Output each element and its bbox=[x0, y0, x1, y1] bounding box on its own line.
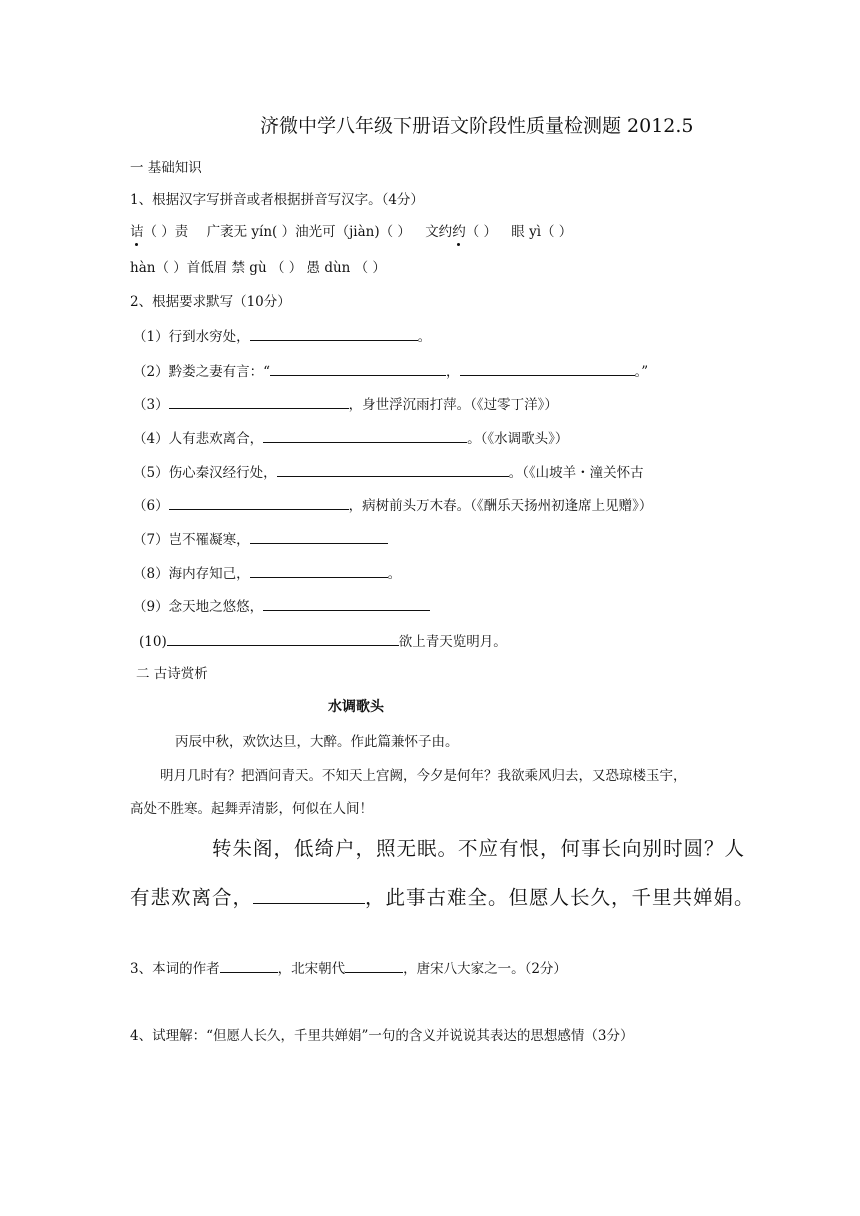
item-text: 欲上青天览明月。 bbox=[398, 634, 507, 650]
question-text: ，唐宋八大家之一。（2分） bbox=[403, 961, 567, 977]
recitation-item-8 bbox=[133, 563, 401, 584]
item-number: （7） bbox=[133, 532, 169, 548]
question-1-row-2: hàn（ ）首低眉 禁 gù （ ） 愚 dùn （ ） bbox=[130, 260, 386, 276]
question-3 bbox=[130, 958, 567, 979]
item-text: ，身世浮沉雨打萍。（《过零丁洋》） bbox=[348, 397, 558, 413]
poem-title: 水调歌头 bbox=[328, 699, 384, 715]
question-2-stem: 2、根据要求默写（10分） bbox=[130, 294, 291, 310]
item-text: 。 bbox=[387, 566, 402, 582]
question-1-stem: 1、根据汉字写拼音或者根据拼音写汉字。（4分） bbox=[130, 192, 424, 208]
dotted-char: 约 bbox=[452, 224, 466, 240]
section-heading-poetry: 二 古诗赏析 bbox=[136, 666, 208, 682]
item-number: (10) bbox=[139, 634, 167, 650]
answer-blank[interactable] bbox=[263, 428, 467, 443]
poem-text: 有悲欢离合， bbox=[130, 886, 254, 909]
answer-blank[interactable] bbox=[270, 361, 446, 376]
item-number: （3） bbox=[133, 397, 169, 413]
question-text: 3、本词的作者 bbox=[130, 961, 220, 977]
answer-blank[interactable] bbox=[220, 958, 278, 973]
answer-blank[interactable] bbox=[250, 326, 418, 341]
poem-line-2: 高处不胜寒。起舞弄清影，何似在人间！ bbox=[130, 801, 373, 817]
answer-blank[interactable] bbox=[167, 631, 399, 646]
item-text: 伤心秦汉经行处， bbox=[168, 465, 277, 481]
item-text: ， bbox=[446, 364, 460, 380]
dotted-char: 诘 bbox=[130, 224, 144, 240]
question-4: 4、试理解：“但愿人长久，千里共婵娟”一句的含义并说说其表达的思想感情（3分） bbox=[130, 1028, 634, 1044]
item-number: （8） bbox=[133, 566, 169, 582]
page-title: 济微中学八年级下册语文阶段性质量检测题 2012.5 bbox=[260, 115, 694, 137]
item-number: （5） bbox=[133, 465, 169, 481]
recitation-item-9 bbox=[133, 596, 430, 617]
item-text: 。” bbox=[634, 364, 649, 380]
item-number: （1） bbox=[133, 329, 169, 345]
recitation-item-7 bbox=[133, 529, 388, 550]
item-number: （6） bbox=[133, 498, 169, 514]
item-text: 人有悲欢离合， bbox=[168, 431, 264, 447]
item-text: 黔娄之妻有言：“ bbox=[168, 364, 270, 380]
pinyin-blank-text: 眼 yì（ ） bbox=[511, 224, 573, 240]
item-text: 岂不罹凝寒， bbox=[168, 532, 250, 548]
answer-blank[interactable] bbox=[345, 958, 403, 973]
pinyin-blank-text: （ ） bbox=[465, 224, 497, 240]
recitation-item-6 bbox=[133, 495, 652, 516]
item-text: 。（《山坡羊・潼关怀古 bbox=[508, 465, 644, 481]
recitation-item-2 bbox=[133, 361, 648, 382]
item-text: 念天地之悠悠， bbox=[168, 599, 264, 615]
answer-blank[interactable] bbox=[169, 394, 349, 409]
pinyin-blank-text: （ ）责 bbox=[143, 224, 189, 240]
poem-preface: 丙辰中秋，欢饮达旦，大醉。作此篇兼怀子由。 bbox=[175, 734, 459, 750]
pinyin-blank-text: 广袤无 yín( ）油光可（jiàn)（ ） bbox=[206, 224, 411, 240]
answer-blank[interactable] bbox=[253, 883, 365, 904]
answer-blank[interactable] bbox=[263, 596, 430, 611]
pinyin-blank-text: 文约 bbox=[425, 224, 453, 240]
poem-line-1: 明月几时有？把酒问青天。不知天上宫阙，今夕是何年？我欲乘风归去，又恐琼楼玉宇， bbox=[160, 768, 687, 784]
item-text: ，病树前头万木春。（《酬乐天扬州初逢席上见赠》） bbox=[348, 498, 653, 514]
item-number: （9） bbox=[133, 599, 169, 615]
poem-line-4 bbox=[130, 883, 755, 911]
item-number: （2） bbox=[133, 364, 169, 380]
answer-blank[interactable] bbox=[460, 361, 635, 376]
recitation-item-5 bbox=[133, 462, 644, 483]
recitation-item-1 bbox=[133, 326, 431, 347]
poem-text: ，此事古难全。但愿人长久，千里共婵娟。 bbox=[365, 886, 755, 909]
recitation-item-10 bbox=[139, 631, 507, 652]
recitation-item-3 bbox=[133, 394, 558, 415]
section-heading-basics: 一 基础知识 bbox=[130, 160, 202, 176]
item-text: 行到水穷处， bbox=[168, 329, 250, 345]
question-1-row-1 bbox=[130, 222, 572, 242]
answer-blank[interactable] bbox=[169, 495, 349, 510]
answer-blank[interactable] bbox=[250, 529, 388, 544]
item-text: 海内存知己， bbox=[168, 566, 250, 582]
item-text: 。（《水调歌头》） bbox=[467, 431, 569, 447]
item-text: 。 bbox=[417, 329, 432, 345]
item-number: （4） bbox=[133, 431, 169, 447]
answer-blank[interactable] bbox=[250, 563, 388, 578]
question-text: ，北宋朝代 bbox=[277, 961, 346, 977]
recitation-item-4 bbox=[133, 428, 568, 449]
poem-line-3: 转朱阁，低绮户，照无眠。不应有恨，何事长向别时圆？人 bbox=[212, 837, 746, 860]
answer-blank[interactable] bbox=[277, 462, 509, 477]
